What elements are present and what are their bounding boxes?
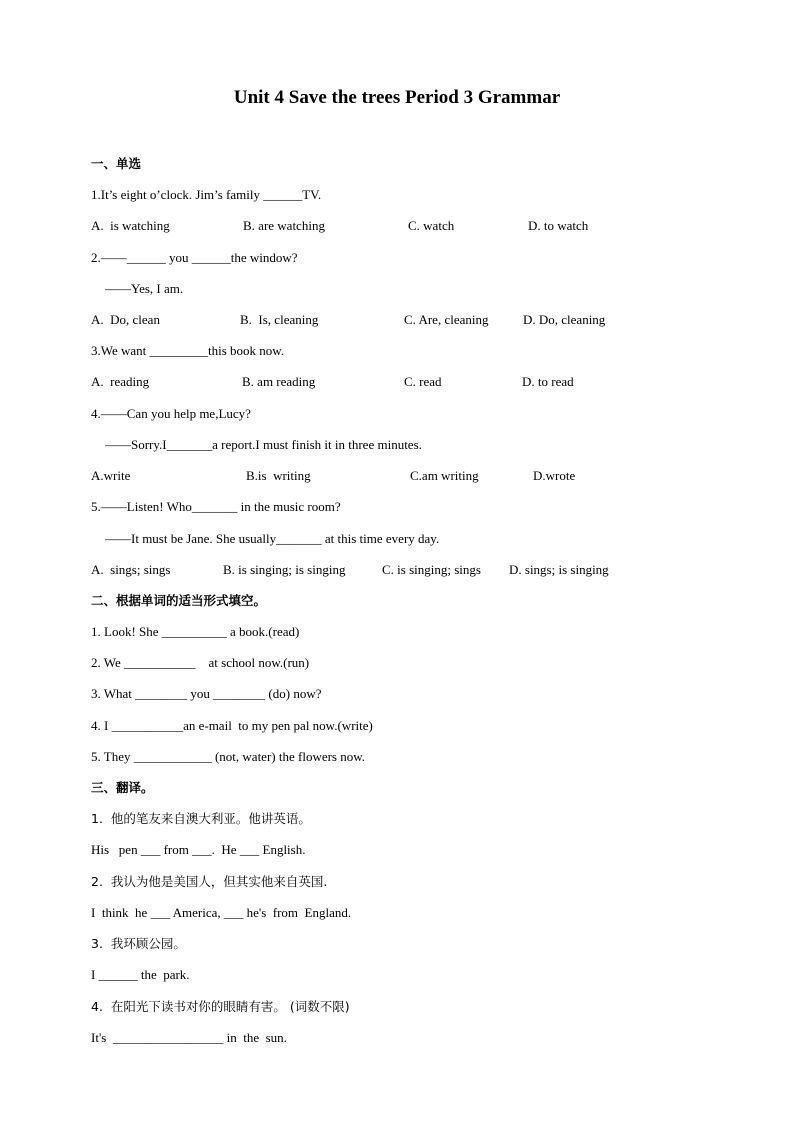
q4-stem: 4.——Can you help me,Lucy?	[91, 406, 251, 421]
q2-option-a: A. Do, clean	[91, 312, 160, 327]
q3-option-c: C. read	[404, 374, 442, 389]
q2-stem: 2.——______ you ______the window?	[91, 250, 298, 265]
translation-prompt: 3. 我环顾公园。	[91, 936, 186, 951]
q4-option-b: B.is writing	[246, 468, 311, 483]
fill-item: 5. They ____________ (not, water) the flowers now.	[91, 749, 366, 764]
translation-answer-line: It's _________________ in the sun.	[91, 1030, 287, 1045]
q4-option-a: A.write	[91, 468, 131, 483]
section3-heading: 三、翻译。	[91, 780, 154, 795]
translation-prompt: 2. 我认为他是美国人，但其实他来自英国.	[91, 874, 328, 889]
q2-option-b: B. Is, cleaning	[240, 312, 319, 327]
q3-option-d: D. to read	[522, 374, 574, 389]
fill-item: 4. I ___________an e-mail to my pen pal now.(write)	[91, 718, 373, 733]
translation-prompt: 1. 他的笔友来自澳大利亚。他讲英语。	[91, 811, 311, 826]
q5-option-d: D. sings; is singing	[509, 562, 609, 577]
q5-stem: 5.——Listen! Who_______ in the music room?	[91, 499, 341, 514]
q5-reply: ——It must be Jane. She usually_______ at this time every day.	[105, 531, 440, 546]
q5-option-b: B. is singing; is singing	[223, 562, 346, 577]
q2-option-d: D. Do, cleaning	[523, 312, 606, 327]
section1-heading: 一、单选	[91, 156, 142, 171]
q2-reply: ——Yes, I am.	[105, 281, 184, 296]
q3-stem: 3.We want _________this book now.	[91, 343, 285, 358]
fill-item: 2. We ___________ at school now.(run)	[91, 655, 310, 670]
q2-option-c: C. Are, cleaning	[404, 312, 489, 327]
translation-prompt: 4. 在阳光下读书对你的眼睛有害。 (词数不限)	[91, 999, 350, 1014]
fill-item: 3. What ________ you ________ (do) now?	[91, 686, 322, 701]
translation-answer-line: I ______ the park.	[91, 967, 190, 982]
q3-option-a: A. reading	[91, 374, 150, 389]
section2-heading: 二、根据单词的适当形式填空。	[91, 593, 267, 608]
q5-option-c: C. is singing; sings	[382, 562, 481, 577]
translation-answer-line: His pen ___ from ___. He ___ English.	[91, 842, 306, 857]
translation-answer-line: I think he ___ America, ___ he's from England.	[91, 905, 352, 920]
q1-option-b: B. are watching	[243, 218, 325, 233]
fill-item: 1. Look! She __________ a book.(read)	[91, 624, 300, 639]
q5-option-a: A. sings; sings	[91, 562, 171, 577]
q4-reply: ——Sorry.I_______a report.I must finish it in three minutes.	[105, 437, 422, 452]
q1-option-c: C. watch	[408, 218, 455, 233]
q1-option-d: D. to watch	[528, 218, 589, 233]
q3-option-b: B. am reading	[242, 374, 316, 389]
q1-stem: 1.It’s eight o’clock. Jim’s family ______TV.	[91, 187, 322, 202]
q1-option-a: A. is watching	[91, 218, 170, 233]
q4-option-c: C.am writing	[410, 468, 479, 483]
q4-option-d: D.wrote	[533, 468, 576, 483]
page-title: Unit 4 Save the trees Period 3 Grammar	[233, 87, 561, 108]
